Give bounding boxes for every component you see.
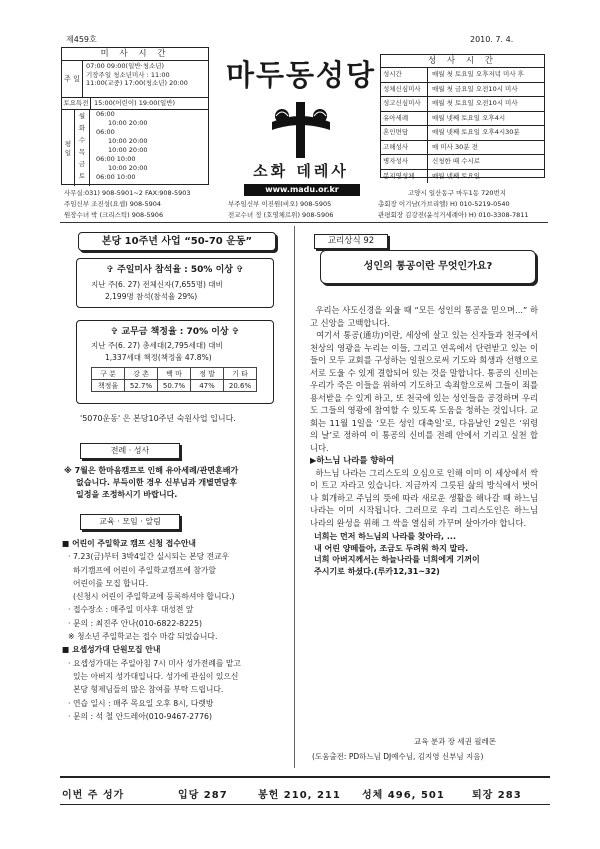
weekday-time: 06:00 [96,110,115,118]
patron-saint: 소화 데레사 [253,162,349,180]
edu-heading: ■ 요셉성가대 단원모집 안내 [62,645,161,655]
sacrament-row [381,170,544,184]
quote-line: 너희는 먼저 하느님의 나라를 찾아라, ... [314,532,457,541]
weekday-day: 목 [78,148,86,156]
president-contact: 총회장 이기남(가브리엘) H) 010-5219-0540 [378,200,510,208]
weekday-label: 평 일 [62,110,75,186]
edu-line: · 접수장소 : 매주일 미사후 대성전 앞 [68,605,194,615]
edu-line: · 문의 : 최진주 안나(010-6822-8225) [68,618,203,628]
tithe-table-header: 백 마 [158,368,191,380]
saturday-label: 토요특전 [62,98,91,109]
rites-section-title: 전례 · 성사 [80,443,180,459]
sacrament-time: 매월 넷째 토요일 [432,171,481,180]
weekday-time: 10:00 20:00 [108,119,148,127]
tithe-table-cell: 50.7% [158,380,191,392]
tithe-table-header: 구 분 [92,368,125,380]
contacts-mid [228,199,333,221]
edu-line: · 문의 : 석 철 안드레아(010-9467-2776) [68,711,213,721]
edu-heading: ■ 어린이 주일학교 캠프 신청 접수안내 [62,539,196,548]
mass-times-box [61,47,209,185]
sacrament-name: 유아세례 [381,112,428,126]
sunday-line: 07:00 09:00(일반·청소년) [86,62,165,70]
tithe-table [91,367,257,392]
pastor-contact: 주임신부 조진성(요셉) 908-5904 [64,200,162,208]
cross-icon: ✞ [110,327,122,337]
weekday-day: 수 [78,136,86,144]
cross-icon: ✞ [106,265,118,275]
sacrament-time: 매월 넷째 토요일 오후4시30분 [432,128,520,136]
edu-line: (신청시 어린이 주일학교에 등록하셔야 합니다.) [68,592,235,602]
sacrament-name: 고해성사 [381,141,428,155]
mission-sister-contact: 전교수녀 정 (호영체르위) 908-5906 [228,211,334,219]
tithe-table-header: 기 타 [224,368,257,380]
hymn-communion: 성체 496, 501 [362,790,445,801]
rites-line: 일정을 조정하시기 바랍니다. [76,490,178,499]
edu-line: 있는 아버지 성가대입니다. 성가에 관심이 있으신 [68,671,239,681]
sacraments-title: 성 사 시 간 [381,55,544,68]
campaign-title: 본당 10주년 사업 “50-70 운동” [78,232,276,251]
sacrament-time: 신청한 때 수시로 [432,157,481,165]
sacrament-name: 성시간 [381,68,428,82]
sacrament-time: 매월 넷째 토요일 오후4시 [432,113,506,122]
hymn-entrance: 입당 287 [178,790,228,801]
parish-address: 고양시 일산동구 마두1동 720번지 [408,189,507,197]
tithe-title: 교무금 책정율 : 70% 이상 [121,327,229,337]
attendance-line: 지난 주(6. 27) 전체신자(7,655명) 대비 [91,280,223,289]
sacrament-name: 혼인면담 [381,126,428,140]
doctrine-body [310,304,541,577]
weekday-time: 10:00 20:00 [108,164,148,172]
sister-contact: 원장수녀 박 (크리스틱) 908-5906 [64,211,164,219]
sacrament-row [381,97,544,112]
attendance-line: 2,199명 참석(참석율 29%) [105,292,198,301]
quote-line: 너희 아버지께서는 하늘나라를 너희에게 기꺼이 [314,555,480,564]
mass-times-title: 미 사 시 간 [62,48,208,61]
sacrament-name: 병자성사 [381,155,428,169]
header-divider [60,222,548,223]
attendance-title: 주일미사 참석율 : 50% 이상 [117,265,233,275]
quote-line: 주시기로 하셨다.(루카12,31~32) [314,566,440,576]
doctrine-paragraph: 여기서 통공(通功)이란, 세상에 살고 있는 신자들과 천국에서 천상의 영광을 누리는 이들, 그리고 연옥에서 단련받고 있는 이들이 모두 교회를 구성하는 일원으로써 기도와 희생과 선행으로 서로 도울 수 있게 결합되어 있는 것을 말합니다. 통공의 신비는 우리가 죽은 이들을 위하여 기도하고 속죄함으로써 그들이 죄를 용서받을 수 있게 하고, 또 천국에 있는 성인들을 공경하며 우리도 그들의 영광에 참여할 수 있도록 도움을 청하는 것입니다. 교회는 11월 1일을 ‘모든 성인 대축일’로, 다음날인 2일은 ‘위령의 날’로 정하여 이 통공의 신비를 전례 안에서 기리고 실천 합니다. [310,330,541,453]
cross-icon: ✞ [228,327,240,337]
weekday-day: 토 [78,172,86,180]
rites-notice [64,465,238,501]
weekday-day: 화 [78,124,86,132]
sacrament-row [381,155,544,170]
sacrament-time: 매월 첫 금요일 오전10시 미사 [432,84,518,93]
tithe-table-cell: 47% [191,380,224,392]
sunday-label: 주 일 [62,61,83,97]
doctrine-tag: 교리상식 92 [314,234,388,249]
issue-date: 2010. 7. 4. [470,35,514,44]
contacts-right [378,188,529,221]
council-contact: 관평회장 김강진(윤석거세례아) H) 010-3308-7811 [378,211,529,219]
doctrine-paragraph: 하느님 나라는 그리스도의 오심으로 인해 이미 이 세상에서 싹이 트고 자라고 있습니다. 지금까지 그릇된 삶의 방식에서 벗어나 회개하고 주님의 뜻에 따라 새로운 생활을 해나갈 때 하느님 나라는 이미 시작됩니다. 그러므로 우리 그리스도인은 하느님 나라의 완성을 위해 그 싹을 열심히 가꾸며 살아가야 합니다. [310,467,541,528]
scripture-quote [310,531,538,577]
quote-line: 내 어린 양떼들아, 조금도 두려워 하지 말라. [314,543,469,553]
edu-line: · 7.23(금)부터 3박4일간 실시되는 본당 전교우 [68,552,230,562]
hymn-offertory: 봉헌 210, 211 [258,790,341,801]
doctrine-source: (도움출전: PD하느님 DJ예수님, 김지영 신부님 지음) [312,752,484,761]
weekday-time: 06:00 10:00 [96,173,136,181]
hymn-recessional: 퇴장 283 [472,790,522,801]
cross-emblem-icon [262,96,340,158]
weekday-time: 06:00 10:00 [96,155,136,163]
office-phone: 사무실:031) 908-5901~2 FAX:908-5903 [64,189,191,197]
edu-line: 본당 형제님들의 많은 참여를 부탁 드립니다. [68,685,224,695]
weekday-time: 10:00 20:00 [108,137,148,145]
doctrine-paragraph: 우리는 사도신경을 외울 때 “모든 성인의 통공을 믿으며...” 하고 신앙을 고백합니다. [310,305,538,328]
edu-line: 어린이를 모집 합니다. [68,578,149,588]
weekday-day: 금 [78,160,86,168]
tithe-table-cell: 20.6% [224,380,257,392]
sacrament-row [381,112,544,127]
cross-icon: ✞ [232,265,244,275]
tithe-table-cell: 52.7% [125,380,158,392]
tithe-box [76,320,274,404]
parish-title: 마두동성당 [225,58,377,92]
sacrament-name: 봉지영성체 [381,170,428,184]
sacrament-row [381,68,544,83]
issue-number: 제459호 [66,35,97,44]
sacrament-time: 매월 첫 토요일 오후저녁 미사 후 [432,70,524,78]
doctrine-question: 성인의 통공이란 무엇인가요? [320,250,536,284]
tithe-line: 지난 주(6. 27) 총세대(2,795세대) 대비 [91,341,223,350]
rites-line: ※ 7월은 한마음캠프로 인해 유아세례/관면혼배가 [64,466,239,475]
column-divider [294,226,295,768]
sacrament-name: 성체신심미사 [381,83,428,97]
sunday-line: 기장주일 청소년미사 : 11:00 [86,70,170,79]
edu-line: ※ 청소년 주일학교는 접수 마감 되었습니다. [68,632,218,642]
assistant-pastor-contact: 부주임신부 이진원(비오) 908-5905 [228,200,332,208]
contacts-left [64,188,191,221]
saturday-line: 15:00(어린이) 19:00(일반) [94,99,176,107]
sacrament-row [381,141,544,156]
hymn-bar-bottom-rule [60,804,550,805]
edu-line: · 연습 일시 : 매주 목요일 오후 8시, 다렛방 [68,698,214,708]
tithe-table-header: 정 발 [191,368,224,380]
weekday-time: 10:00 20:00 [108,146,148,154]
edu-line: 하기캠프에 어린이 주일학교캠프에 참가할 [68,565,216,575]
sunday-line: 11:00(교중) 17:00(청소년) 20:00 [86,79,188,87]
tithe-line: 1,337세대 책정(책정율 47.8%) [105,353,212,362]
edu-notices [62,537,241,723]
sacrament-row [381,126,544,141]
campaign-footer: '5070운동' 은 본당10주년 숙원사업 입니다. [80,414,236,423]
edu-section-title: 교육 · 모임 · 알림 [80,514,180,530]
doctrine-credit: 교육 분과 장 세권 필레몬 [414,737,496,746]
edu-line: · 요셉성가대는 주일아침 7시 미사 성가전례를 맡고 [68,658,241,668]
attendance-box [76,258,274,308]
hymn-bar-top-rule [60,776,550,778]
sacrament-time: 매월 첫 토요일 오전10시 미사 [432,99,518,107]
sacrament-name: 성고신심미사 [381,97,428,111]
parish-url[interactable]: www.madu.or.kr [244,184,360,196]
weekday-day: 월 [78,112,86,120]
sacraments-box [380,54,545,178]
sacrament-row [381,83,544,98]
weekday-time: 06:00 [96,128,115,136]
sacrament-time: 매 미사 30분 전 [432,142,478,151]
rites-line: 없습니다. 부득이한 경우 신부님과 개별면담후 [76,478,238,487]
doctrine-subheading: ▶하느님 나라를 향하여 [310,455,395,465]
hymn-label: 이번 주 성가 [62,790,125,801]
tithe-table-cell: 책정율 [92,380,125,392]
hymn-bar [62,786,542,801]
tithe-table-header: 강 촌 [125,368,158,380]
